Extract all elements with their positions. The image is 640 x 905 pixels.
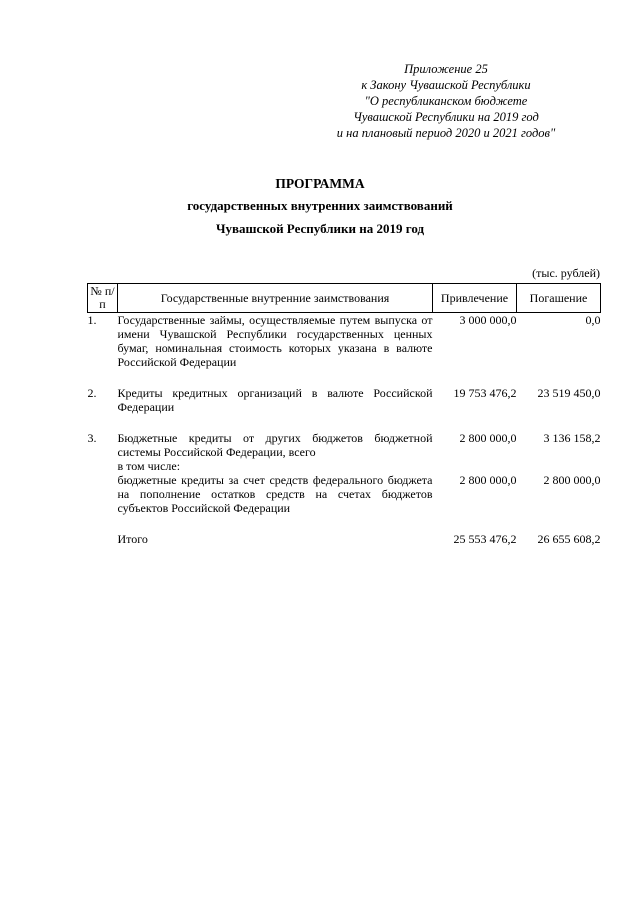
total-repay: 26 655 608,2 (537, 532, 601, 546)
row-name: Государственные займы, осуществляемые путем выпуска от имени Чувашской Республики государственных ценных бумаг, номинальная стоимость которых указана в валюте Российской Федерации (117, 313, 433, 369)
table-subrow (88, 473, 601, 515)
table-row (88, 313, 601, 370)
title-line: ПРОГРАММА (275, 176, 365, 191)
total-label: Итого (117, 532, 148, 546)
row-repay: 23 519 450,0 (537, 386, 601, 400)
row-name: Кредиты кредитных организаций в валюте Российской Федерации (117, 386, 433, 414)
document-title (0, 174, 640, 240)
row-repay: 0,0 (585, 313, 601, 327)
row-name: Бюджетные кредиты от других бюджетов бюджетной системы Российской Федерации, всего (117, 431, 433, 459)
subrow-repay: 2 800 000,0 (543, 473, 601, 487)
total-borrow: 25 553 476,2 (453, 532, 517, 546)
title-line: Чувашской Республики на 2019 год (215, 221, 425, 236)
header-num: № п/п (88, 284, 118, 313)
borrowing-table (87, 283, 601, 546)
including-label: в том числе: (117, 459, 181, 473)
appendix-line: к Закону Чувашской Республики (361, 78, 531, 92)
total-row (88, 532, 601, 546)
subrow-name: бюджетные кредиты за счет средств федерального бюджета на пополнение остатков средств на счетах бюджетов субъектов Российской Федерации (117, 473, 433, 515)
header-borrow: Привлечение (433, 284, 517, 313)
row-borrow: 2 800 000,0 (459, 431, 517, 445)
appendix-line: Приложение 25 (404, 62, 488, 76)
appendix-header (296, 61, 596, 141)
row-num: 1. (87, 313, 97, 327)
row-borrow: 3 000 000,0 (459, 313, 517, 327)
header-repay: Погашение (517, 284, 601, 313)
row-borrow: 19 753 476,2 (453, 386, 517, 400)
table-header-row (88, 284, 601, 313)
row-repay: 3 136 158,2 (543, 431, 601, 445)
appendix-line: "О республиканском бюджете (364, 94, 528, 108)
unit-label: (тыс. рублей) (532, 266, 600, 280)
table-row (88, 386, 601, 414)
header-name: Государственные внутренние заимствования (118, 284, 433, 313)
row-num: 3. (87, 431, 97, 445)
including-row (88, 459, 601, 473)
table-row (88, 431, 601, 459)
row-num: 2. (87, 386, 97, 400)
title-line: государственных внутренних заимствований (187, 198, 453, 213)
subrow-borrow: 2 800 000,0 (459, 473, 517, 487)
appendix-line: Чувашской Республики на 2019 год (353, 110, 539, 124)
appendix-line: и на плановый период 2020 и 2021 годов" (336, 126, 556, 140)
